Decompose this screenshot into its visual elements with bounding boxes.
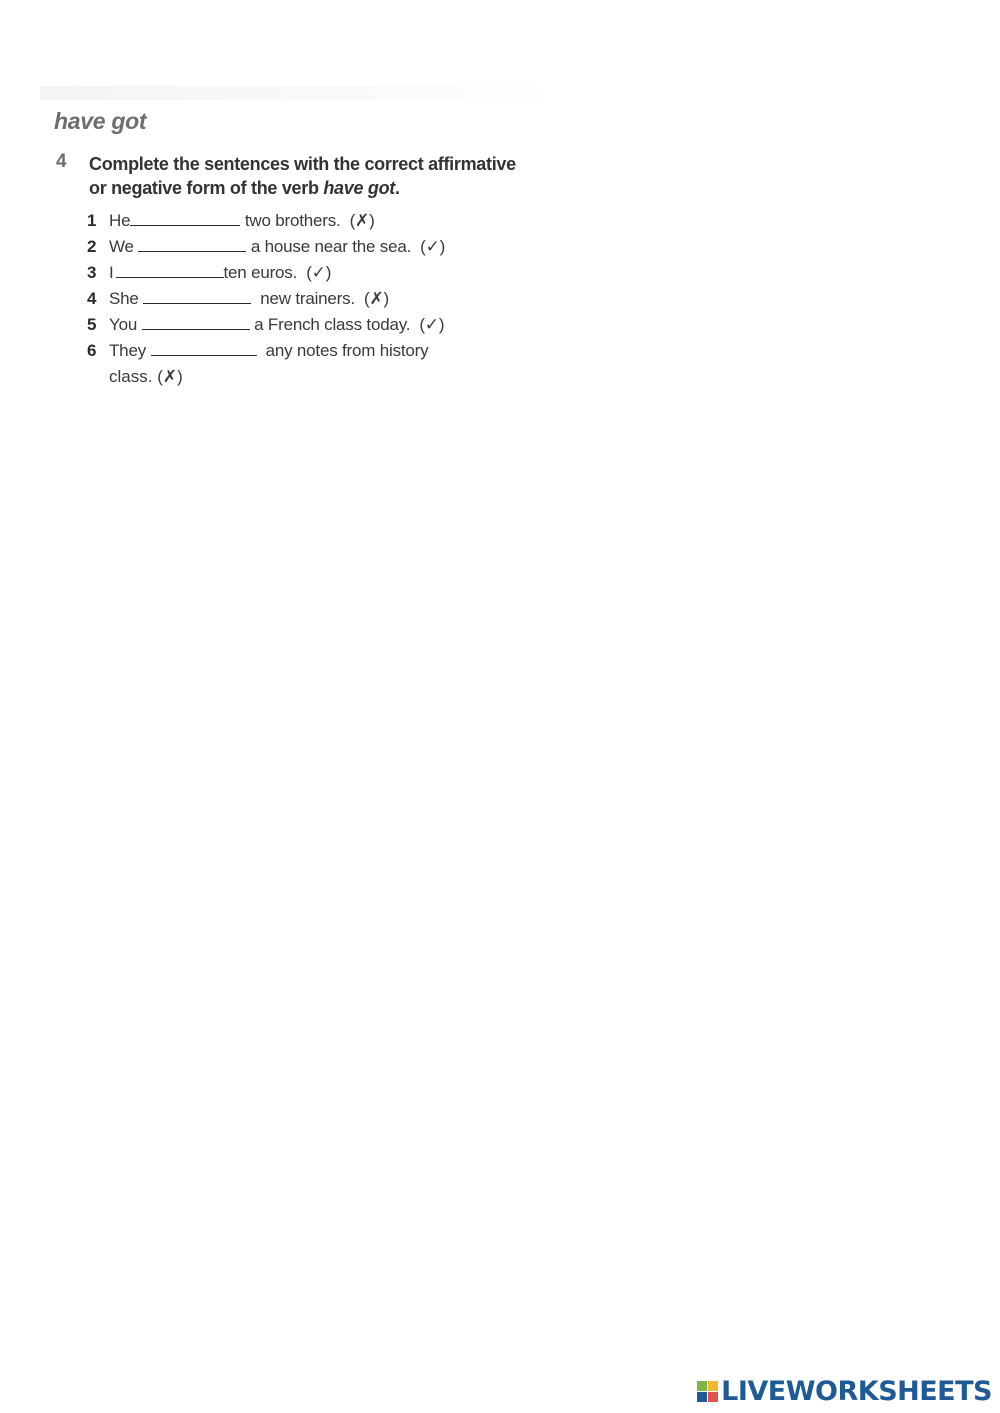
exercise-item (87, 285, 389, 311)
item-mark: (✓) (419, 315, 445, 334)
exercise-instructions (89, 152, 529, 200)
faded-header-strip (40, 86, 560, 100)
logo-square-icon (708, 1392, 718, 1402)
item-subject: He (109, 211, 131, 230)
item-number: 6 (87, 341, 97, 360)
exercise-number: 4 (56, 151, 67, 172)
answer-blank[interactable] (151, 337, 257, 356)
exercise-item (87, 337, 428, 363)
exercise-item (87, 233, 445, 259)
instruction-end: . (394, 178, 400, 198)
answer-blank[interactable] (138, 233, 246, 252)
item-number: 4 (87, 289, 97, 308)
logo-square-icon (697, 1392, 707, 1402)
item-subject: You (109, 315, 138, 334)
logo-text: LIVEWORKSHEETS (721, 1376, 992, 1407)
instruction-text: Complete the sentences with the correct affirmative or negative form of the verb (89, 154, 516, 198)
item-rest: a house near the sea. (250, 237, 412, 256)
item-mark: (✓) (420, 237, 446, 256)
logo-squares-icon (697, 1381, 718, 1402)
item-mark: (✗) (349, 211, 375, 230)
item-rest: a French class today. (254, 315, 411, 334)
item-subject: She (109, 289, 139, 308)
logo-square-icon (697, 1381, 707, 1391)
instruction-emphasis: have got (323, 178, 395, 198)
item-mark: (✗) (157, 367, 183, 386)
item-rest: any notes from history (265, 341, 429, 360)
item-number: 5 (87, 315, 97, 334)
exercise-item (87, 207, 375, 233)
answer-blank[interactable] (116, 259, 224, 278)
item-number: 2 (87, 237, 97, 256)
item-rest: ten euros. (223, 263, 298, 282)
liveworksheets-logo (697, 1376, 992, 1407)
item-continuation (109, 364, 183, 390)
logo-square-icon (708, 1381, 718, 1391)
item-number: 3 (87, 263, 97, 282)
exercise-item (87, 311, 444, 337)
item-subject: We (109, 237, 134, 256)
item-rest: two brothers. (244, 211, 341, 230)
answer-blank[interactable] (143, 285, 251, 304)
answer-blank[interactable] (130, 207, 240, 226)
item-mark: (✗) (364, 289, 389, 308)
item-number: 1 (87, 211, 97, 230)
section-heading: have got (54, 108, 147, 134)
item-continuation-text: class. (109, 367, 153, 386)
item-subject: I (109, 263, 114, 282)
item-rest: new trainers. (260, 289, 355, 308)
item-mark: (✓) (306, 263, 332, 282)
answer-blank[interactable] (142, 311, 250, 330)
item-subject: They (109, 341, 146, 360)
exercise-item (87, 259, 331, 285)
